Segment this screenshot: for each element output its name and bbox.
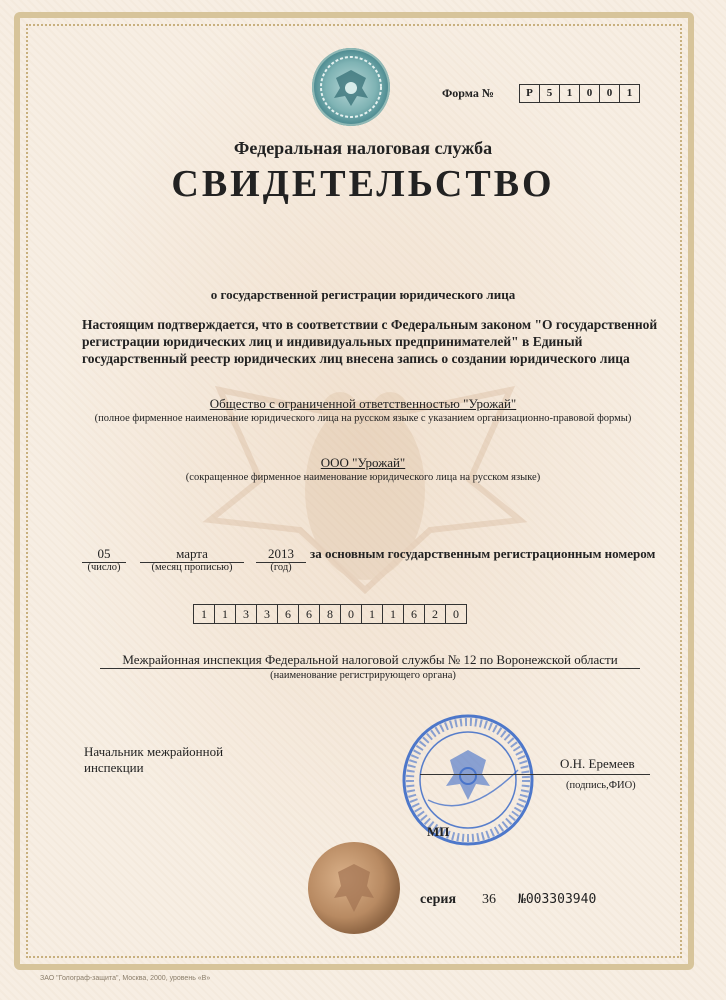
ogrn-cell: 8: [319, 604, 341, 624]
registering-authority-hint: (наименование регистрирующего органа): [270, 670, 456, 681]
service-name: Федеральная налоговая служба: [233, 138, 493, 158]
form-code-cell: 0: [579, 84, 600, 103]
series-label: серия: [420, 892, 457, 907]
form-code-cell: 1: [559, 84, 580, 103]
seal-place-label: МП: [427, 824, 450, 839]
ogrn-cell: 2: [424, 604, 446, 624]
registration-year-hint: (год): [270, 562, 292, 573]
registration-day: 05: [82, 546, 126, 563]
registration-day-hint: (число): [87, 562, 121, 573]
entity-short-name-text: ООО "Урожай": [320, 455, 406, 470]
registration-year: 2013: [256, 546, 306, 563]
ogrn-cell: 1: [382, 604, 404, 624]
registration-month-hint: (месяц прописью): [151, 562, 233, 573]
ogrn-cell: 0: [445, 604, 467, 624]
registering-authority: Межрайонная инспекция Федеральной налоговой службы № 12 по Воронежской области: [100, 652, 640, 669]
document-subtitle: о государственной регистрации юридического лица: [210, 287, 516, 302]
ogrn-cell: 6: [403, 604, 425, 624]
entity-full-name: [0, 396, 726, 412]
hologram-emblem: [312, 48, 390, 126]
ogrn-cells: [194, 604, 467, 624]
signature-line: [420, 774, 650, 775]
entity-short-name-hint: (сокращенное фирменное наименование юридического лица на русском языке): [185, 472, 541, 483]
ogrn-cell: 1: [193, 604, 215, 624]
embossed-seal-icon: [306, 840, 402, 936]
form-number-label: Форма №: [442, 86, 494, 100]
form-code-cell: 5: [539, 84, 560, 103]
ogrn-cell: 6: [298, 604, 320, 624]
entity-full-name-text: Общество с ограниченной ответственностью "Урожай": [209, 396, 517, 411]
eagle-hologram-icon: [312, 48, 390, 126]
entity-short-name: [0, 455, 726, 471]
printer-imprint: ЗАО "Голограф-защита", Москва, 2000, уровень «В»: [40, 975, 211, 982]
ogrn-cell: 6: [277, 604, 299, 624]
ogrn-cell: 3: [256, 604, 278, 624]
ogrn-cell: 0: [340, 604, 362, 624]
registration-month: марта: [140, 546, 244, 563]
form-code-cell: Р: [519, 84, 540, 103]
form-code-cells: [520, 84, 640, 103]
official-stamp-icon: [398, 710, 538, 850]
registration-number-text: за основным государственным регистрационным номером: [310, 546, 656, 561]
statement-paragraph: Настоящим подтверждается, что в соответствии с Федеральным законом "О государственной регистрации юридических лиц и индивидуальных предпринимателей" в Единый государственный реестр юридических лиц внесена запись о создании юридического лица: [82, 317, 658, 366]
ogrn-cell: 1: [361, 604, 383, 624]
form-code-cell: 0: [599, 84, 620, 103]
ogrn-cell: 1: [214, 604, 236, 624]
form-code-cell: 1: [619, 84, 640, 103]
signer-position: Начальник межрайонной инспекции: [84, 744, 224, 775]
ogrn-cell: 3: [235, 604, 257, 624]
series-value: 36: [482, 892, 496, 907]
certificate-number: №003303940: [518, 892, 597, 907]
signature-hint: (подпись,ФИО): [566, 780, 636, 791]
signer-name: О.Н. Еремеев: [560, 756, 635, 771]
entity-full-name-hint: (полное фирменное наименование юридического лица на русском языке с указанием организационно-правовой формы): [94, 413, 632, 424]
document-title: СВИДЕТЕЛЬСТВО: [171, 163, 555, 205]
